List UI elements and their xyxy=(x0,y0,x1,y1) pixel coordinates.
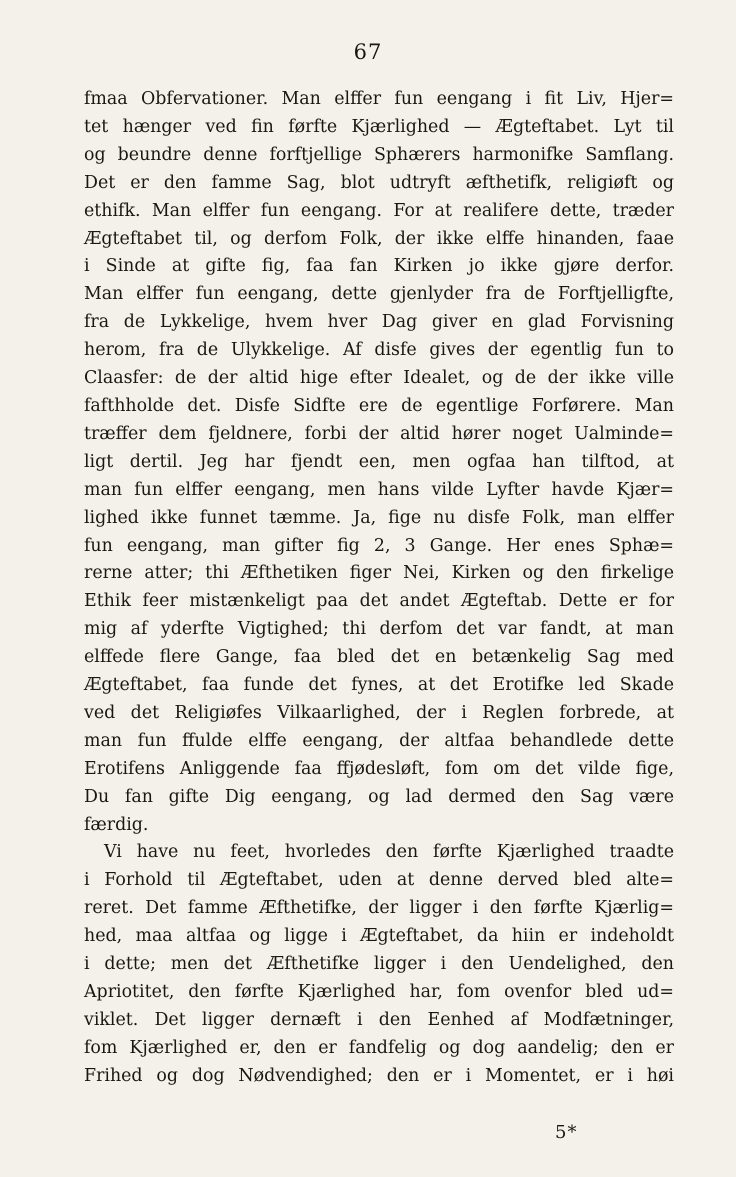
text-line: fom Kjærlighed er, den er fandfelig og dog aandelig; den er xyxy=(84,1037,674,1058)
signature-mark: 5* xyxy=(555,1122,578,1143)
text-line: Ægteftabet til, og derfom Folk, der ikke elffe hinanden, faae xyxy=(84,228,674,249)
text-line: Ethik feer mistænkeligt paa det andet Ægteftab. Dette er for xyxy=(84,591,674,612)
text-line: ved det Religiøfes Vilkaarlighed, der i Reglen forbrede, at xyxy=(84,702,674,723)
text-line: Du fan gifte Dig eengang, og lad dermed den Sag være xyxy=(84,786,674,807)
text-line: Man elffer fun eengang, dette gjenlyder fra de Forftjelligfte, xyxy=(84,284,674,305)
text-line: fun eengang, man gifter fig 2, 3 Gange. Her enes Sphæ= xyxy=(84,535,674,556)
text-line: Erotifens Anliggende faa ffjødesløft, fom om det vilde fige, xyxy=(84,758,674,779)
text-line: man fun elffer eengang, men hans vilde Lyfter havde Kjær= xyxy=(84,479,674,500)
text-line: Claasfer: de der altid hige efter Idealet, og de der ikke ville xyxy=(84,368,674,389)
text-line: færdig. xyxy=(84,814,149,835)
text-line: Ægteftabet, faa funde det fynes, at det Erotifke led Skade xyxy=(84,675,674,696)
text-line: elffede flere Gange, faa bled det en betænkelig Sag med xyxy=(84,647,674,668)
text-line: Vi have nu feet, hvorledes den førfte Kjærlighed traadte xyxy=(104,842,674,863)
text-line: fra de Lykkelige, hvem hver Dag giver en glad Forvisning xyxy=(84,312,674,333)
text-line: i Sinde at gifte fig, faa fan Kirken jo ikke gjøre derfor. xyxy=(84,256,674,277)
text-line: ligt dertil. Jeg har fjendt een, men ogfaa han tilftod, at xyxy=(84,451,674,472)
text-line: i dette; men det Æfthetifke ligger i den Uendelighed, den xyxy=(84,954,674,975)
text-line: man fun ffulde elffe eengang, der altfaa behandlede dette xyxy=(84,730,674,751)
text-line: fafthholde det. Disfe Sidfte ere de egentlige Forførere. Man xyxy=(84,395,674,416)
text-line: mig af yderfte Vigtighed; thi derfom det var fandt, at man xyxy=(84,619,674,640)
text-line: træffer dem fjeldnere, forbi der altid hører noget Ualminde= xyxy=(84,423,674,444)
text-line: ethifk. Man elffer fun eengang. For at realifere dette, træder xyxy=(84,200,674,221)
text-line: lighed ikke funnet tæmme. Ja, fige nu disfe Folk, man elffer xyxy=(84,507,674,528)
text-line: rerne atter; thi Æfthetiken figer Nei, Kirken og den firkelige xyxy=(84,563,674,584)
text-line: viklet. Det ligger dernæft i den Eenhed af Modfætninger, xyxy=(84,1009,674,1030)
text-line: Frihed og dog Nødvendighed; den er i Momentet, er i høi xyxy=(84,1065,674,1086)
text-line: i Forhold til Ægteftabet, uden at denne derved bled alte= xyxy=(84,870,674,891)
text-line: Det er den famme Sag, blot udtryft æfthetifk, religiøft og xyxy=(84,172,674,193)
body-text xyxy=(84,86,674,1091)
text-line: reret. Det famme Æfthetifke, der ligger i den førfte Kjærlig= xyxy=(84,898,674,919)
text-line: fmaa Obfervationer. Man elffer fun eengang i fit Liv, Hjer= xyxy=(84,89,674,109)
text-line: Apriotitet, den førfte Kjærlighed har, fom ovenfor bled ud= xyxy=(84,982,674,1002)
text-line: tet hænger ved fin førfte Kjærlighed — Ægteftabet. Lyt til xyxy=(84,116,674,137)
text-line: og beundre denne forftjellige Sphærers harmonifke Samflang. xyxy=(84,144,674,165)
text-line: hed, maa altfaa og ligge i Ægteftabet, da hiin er indeholdt xyxy=(84,926,674,947)
text-line: herom, fra de Ulykkelige. Af disfe gives der egentlig fun to xyxy=(84,340,674,361)
page-number: 67 xyxy=(353,40,383,64)
